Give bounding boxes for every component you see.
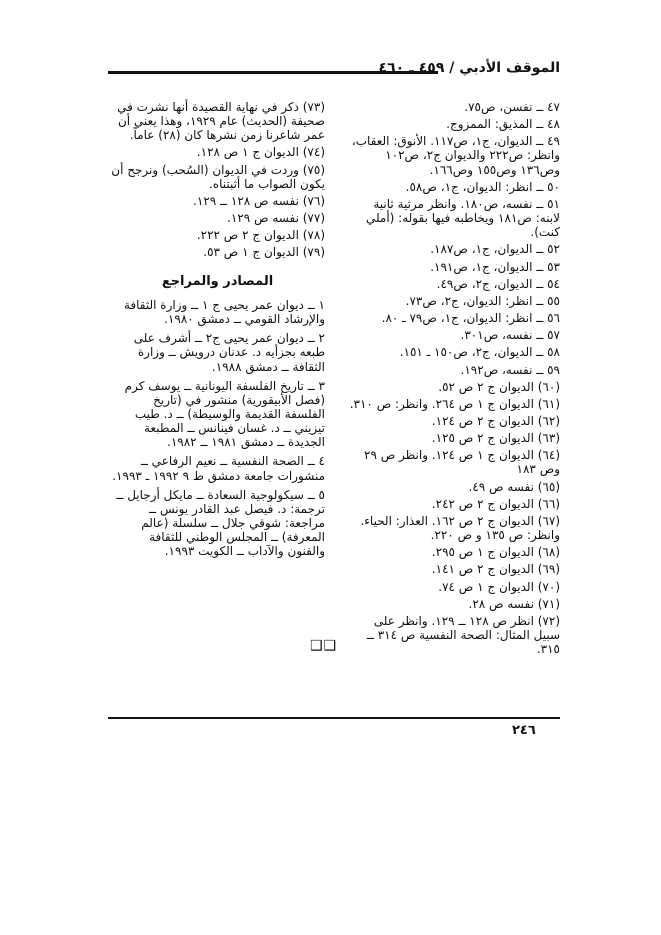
footer-rule: [108, 717, 560, 719]
endnote: (٧٩) الديوان ج ١ ص ٥٣.: [203, 245, 325, 260]
endnote: (٦٢) الديوان ج ٢ ص ١٢٤.: [431, 413, 560, 428]
endnote: ٤٧ ــ نفسن، ص٧٥.: [464, 100, 560, 114]
reference-item: ٣ ــ تاريخ الفلسفة اليونانية ــ يوسف كرم (فصل الأبيقورية) منشور في (تاريخ الفلسفة القديمة والوسيطة) ــ د. طيب تيزيني ــ د. غسان فينانس ــ المطبعة الجديدة ــ دمشق ١٩٨١ ــ ١٩٨٢.: [124, 378, 325, 450]
endnote: (٦٨) الديوان ج ١ ص ٢٩٥.: [431, 545, 560, 560]
header-rule: [108, 71, 438, 74]
endnote: ٥٢ ــ الديوان، ج١، ص١٨٧.: [430, 242, 560, 257]
endnote: ٥٨ ــ الديوان، ج٢، ص١٥٠ ـ ١٥١.: [399, 345, 560, 360]
endnote: (٧٣) ذكر في نهاية القصيدة أنها نشرت في صحيفة (الحديث) عام ١٩٢٩، وهذا يعني أن عمر شاعرنا زمن نشرها كان (٢٨) عاماً.: [117, 100, 325, 143]
endnote: ٥١ ــ نفسه، ص١٨٠. وانظر مرثية ثانية لابنه: ص١٨١ ويخاطبه فيها بقوله: (أملي كنت).: [365, 196, 560, 240]
endnotes-column-right: [348, 100, 560, 659]
endnote: (٦٠) الديوان ج ٢ ص ٥٢.: [438, 379, 560, 394]
endnote: (٧٨) الديوان ج ٢ ص ٢٢٢.: [196, 228, 325, 243]
endnote: (٧١) نفسه ص ٢٨.: [468, 596, 560, 611]
reference-item: ٤ ــ الصحة النفسية ــ نعيم الرفاعي ــ منشورات جامعة دمشق ط ٩ ١٩٩٢ ـ ١٩٩٣.: [112, 454, 325, 483]
endnote: (٦٩) الديوان ج ٢ ص ١٤١.: [431, 562, 560, 577]
sources-heading: المصادر والمراجع: [161, 273, 274, 289]
endnote: (٦٤) الديوان ج ١ ص ١٢٤. وانظر ص ٢٩ وص ١٨٣: [364, 448, 560, 477]
endnote: (٧٧) نفسه ص ١٢٩.: [227, 211, 325, 226]
endnote: ٥٣ ــ الديوان، ج١، ص١٩١.: [430, 259, 560, 274]
running-header: [108, 60, 560, 84]
endnote: ٥٩ ــ نفسه، ص١٩٢.: [460, 362, 560, 377]
endnote: (٦١) الديوان ج ١ ص ٢٦٤. وانظر: ص ٣١٠.: [349, 396, 560, 411]
end-mark-boxes: ❑❑: [310, 638, 338, 654]
reference-item: ١ ــ ديوان عمر يحيى ج ١ ــ وزارة الثقافة والإرشاد القومي ــ دمشق ١٩٨٠.: [123, 297, 325, 327]
endnote: ٥٤ ــ الديوان، ج٢، ص٤٩.: [436, 276, 560, 291]
endnote: (٧٤) الديوان ج ١ ص ١٢٨.: [196, 145, 325, 160]
reference-item: ٢ ــ ديوان عمر يحيى ج٢ ــ أشرف على طبعه بجزأيه د. عدنان درويش ــ وزارة الثقافة ــ دمشق ١٩٨٨.: [133, 331, 325, 374]
endnotes-column-left: [110, 100, 325, 564]
endnote: (٦٦) الديوان ج ٢ ص ٢٤٢.: [431, 496, 560, 511]
endnote: ٥٠ ــ انظر: الديوان، ج١، ص٥٨.: [405, 179, 560, 194]
endnote: (٦٥) نفسه ص ٤٩.: [468, 479, 560, 494]
endnote: ٤٩ ــ الديوان، ج١، ص١١٧. الأنوق: العقاب، وانظر: ص٢٢٢ والديوان ج٢، ص١٠٢ وص١٣٦ وص١٥٥ وص١٦٦.: [351, 134, 560, 177]
endnote: (٦٣) الديوان ج ٢ ص ١٢٥.: [431, 431, 560, 446]
page-number: ٢٤٦: [512, 723, 536, 738]
endnote: ٥٦ ــ انظر: الديوان، ج١، ص٧٩ ـ ٨٠.: [381, 311, 560, 326]
endnote: (٦٧) الديوان ج ٢ ص ١٦٢. العذار: الحياء. وانظر: ص ١٣٥ و ص ٢٢٠.: [360, 513, 560, 543]
endnote: ٤٨ ــ المذيق: الممزوج.: [446, 117, 560, 132]
endnote: (٧٢) انظر ص ١٢٨ ــ ١٢٩. وانظر على سبيل المثال: الصحة النفسية ص ٣١٤ ــ ٣١٥.: [366, 613, 560, 657]
reference-item: ٥ ــ سيكولوجية السعادة ــ مايكل أرجايل ــ ترجمة: د. فيصل عبد القادر يونس ــ مراجعة: شوقي جلال ــ سلسلة (عالم المعرفة) ــ المجلس الوطني للثقافة والفنون والآداب ــ الكويت ١٩٩٣.: [116, 487, 325, 559]
endnote: (٧٦) نفسه ص ١٢٨ ــ ١٢٩.: [193, 193, 325, 208]
endnote: ٥٧ ــ نفسه، ص٣٠١.: [460, 328, 560, 343]
endnote: (٧٥) وردت في الديوان (السُحب) ونرجح أن يكون الصواب ما أثبتناه.: [111, 162, 325, 191]
endnote: ٥٥ ــ انظر: الديوان، ج٢، ص٧٣.: [405, 293, 560, 308]
endnote: (٧٠) الديوان ج ١ ص ٧٤.: [438, 579, 560, 594]
journal-title: الموقف الأدبي / ٤٥٩ ـ ٤٦٠: [378, 60, 560, 76]
